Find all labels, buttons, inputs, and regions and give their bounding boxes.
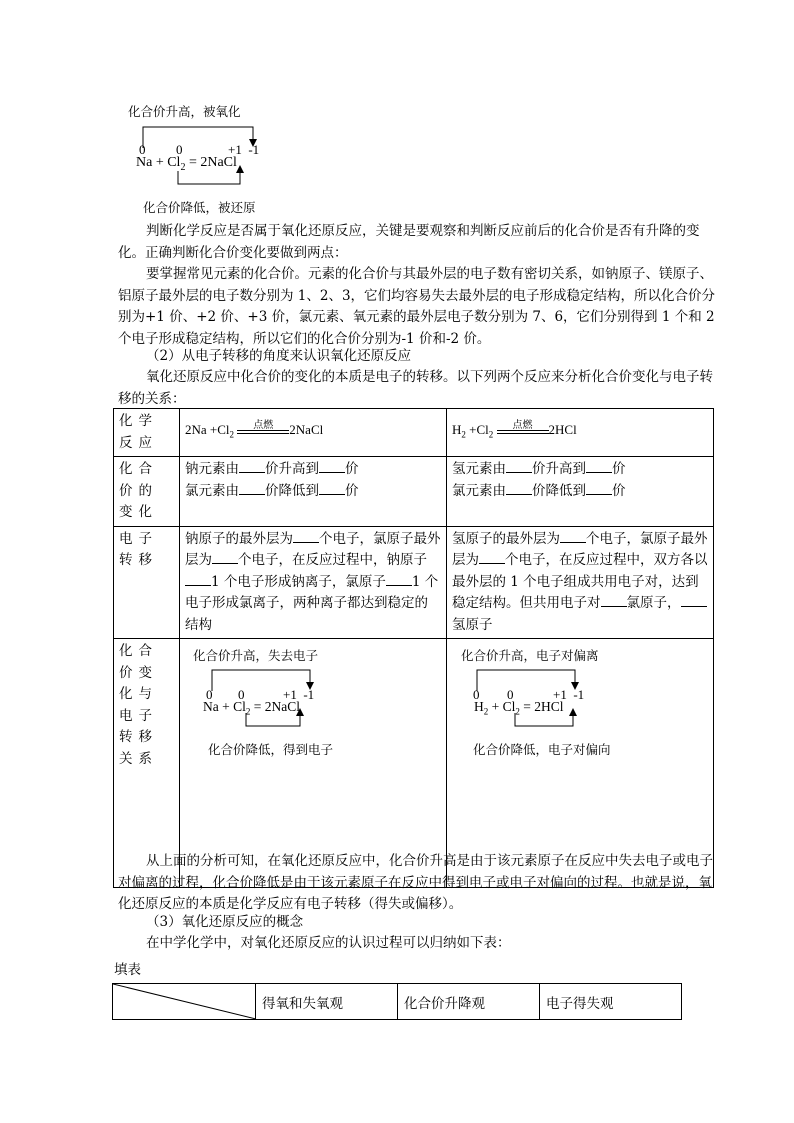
reaction-na-cell: $2Na +Cl_2$ 点燃 2NaCl [180, 409, 447, 457]
col-header-valence: 化合价升降观 [398, 984, 540, 1020]
electron-h-cell: 氢原子的最外层为 个电子，氯原子最外层为 个电子，在反应过程中，双方各以最外层的 1 个电子组成共用电子对，达到稳定结构。但共用电子对 氯原子，氢原子 [447, 526, 714, 639]
reduction-label: 化合价降低，电子对偏向 [473, 742, 611, 757]
oxidation-label: 化合价升高，失去电子 [193, 648, 319, 663]
blank-field[interactable] [293, 529, 319, 543]
blank-field[interactable] [506, 481, 532, 495]
diagonal-line [113, 984, 256, 1019]
valence-na-cell: 钠元素由 价升高到 价 氯元素由 价降低到 价 [180, 457, 447, 527]
equation: $H_2 + Cl_2 = 2HCl$ [474, 699, 564, 717]
blank-field[interactable] [386, 572, 412, 586]
blank-field[interactable] [212, 550, 238, 564]
ox-number-na: 0 [139, 142, 146, 157]
row-header-valence: 化合价的变化 [114, 457, 180, 527]
reduction-label: 化合价降低，被还原 [143, 200, 256, 215]
ox-number: +1 -1 [283, 687, 315, 702]
equation: $Na + Cl_2$ = 2NaCl [136, 155, 237, 173]
reaction-arrow: 点燃 [237, 426, 289, 434]
ox-number: 0 [206, 687, 213, 702]
row-header-relation: 化合价变化与电子转移关系 [114, 639, 180, 888]
blank-field[interactable] [506, 459, 532, 473]
col-header-oxygen: 得氧和失氧观 [256, 984, 398, 1020]
paragraph-4: 氧化还原反应中化合价的变化的本质是电子的转移。以下列两个反应来分析化合价变化与电子转移的关系： [118, 369, 713, 407]
paragraph-5: 从上面的分析可知，在氧化还原反应中，化合价升高是由于该元素原子在反应中失去电子或电子对偏离的过程，化合价降低是由于该元素原子在反应中得到电子或电子对偏向的过程。也就是说，氧化还原反应的本质是化学反应有电子转移（得失或偏移）。 [118, 853, 713, 912]
reduction-label: 化合价降低，得到电子 [208, 742, 334, 757]
ox-number: +1 -1 [553, 687, 585, 702]
paragraph-7: 在中学化学中，对氧化还原反应的认识过程可以归纳如下表： [146, 935, 511, 951]
blank-field[interactable] [239, 459, 265, 473]
row-header-electron-transfer: 电子转移 [114, 526, 180, 639]
electron-na-cell: 钠原子的最外层为 个电子，氯原子最外层为 个电子，在反应过程中，钠原子1 个电子形成钠离子，氯原子 1 个电子形成氯离子，两种离子都达到稳定的结构 [180, 526, 447, 639]
blank-field[interactable] [586, 481, 612, 495]
blank-field[interactable] [601, 593, 627, 607]
blank-field[interactable] [479, 550, 505, 564]
oxidation-label: 化合价升高，被氧化 [128, 104, 241, 119]
table-row [113, 984, 682, 1020]
equation: $Na + Cl_2$ = 2NaCl [203, 699, 300, 717]
blank-field[interactable] [319, 459, 345, 473]
ox-number: 0 [238, 687, 245, 702]
reaction-arrow: 点燃 [497, 426, 549, 434]
valence-h-cell: 氢元素由 价升高到 价 氯元素由 价降低到 价 [447, 457, 714, 527]
col-header-electron: 电子得失观 [540, 984, 682, 1020]
oxidation-label: 化合价升高，电子对偏离 [461, 648, 599, 663]
ox-number-nacl: +1 -1 [228, 142, 260, 157]
blank-field[interactable] [560, 529, 586, 543]
paragraph-1: 判断化学反应是否属于氧化还原反应，关键是要观察和判断反应前后的化合价是否有升降的变化。正确判断化合价变化要做到两点： [118, 223, 700, 261]
blank-field[interactable] [319, 481, 345, 495]
table-row [114, 409, 714, 457]
electron-transfer-table [113, 408, 714, 888]
section-heading-2: （2）从电子转移的角度来认识氧化还原反应 [146, 348, 412, 364]
reaction-h-cell: $H_2 +Cl_2$ 点燃 2HCl [447, 409, 714, 457]
section-heading-3: （3）氧化还原反应的概念 [146, 914, 304, 930]
fill-table-label: 填表 [114, 962, 141, 978]
blank-field[interactable] [239, 481, 265, 495]
ox-number-cl: 0 [176, 142, 183, 157]
blank-field[interactable] [185, 572, 211, 586]
ox-number: 0 [473, 687, 480, 702]
table-row [114, 526, 714, 639]
blank-field[interactable] [586, 459, 612, 473]
ox-number: 0 [507, 687, 514, 702]
fill-table [112, 983, 682, 1020]
paragraph-2: 要掌握常见元素的化合价。元素的化合价与其最外层的电子数有密切关系，如钠原子、镁原子、铝原子最外层的电子数分别为 1、2、3，它们均容易失去最外层的电子形成稳定结构，所以化合价分别为+1 价、+2 价、+3 价，氯元素、氧元素的最外层电子数分别为 7、6，它们分别得到 1 个和 2 个电子形成稳定结构，所以它们的化合价分别为-1 价和-2 价。 [118, 266, 716, 347]
diagonal-header-cell [113, 984, 256, 1020]
table-row [114, 457, 714, 527]
row-header-reaction: 化学反应 [114, 409, 180, 457]
blank-field[interactable] [681, 593, 707, 607]
